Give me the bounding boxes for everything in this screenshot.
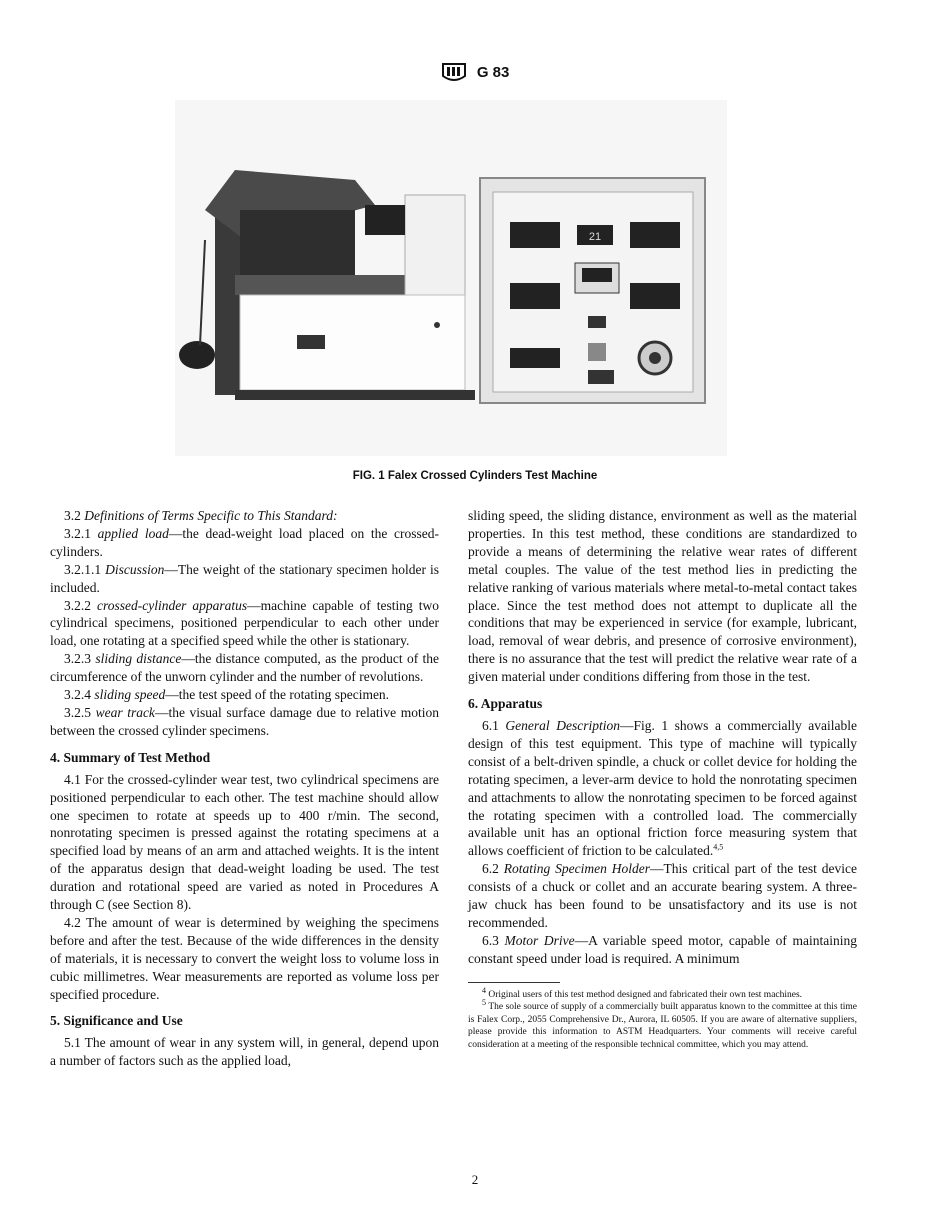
paragraph-3-2-3: 3.2.3 sliding distance—the distance computed, as the product of the circumference of the unworn cylinder and the number of revolutions. <box>50 651 439 685</box>
section-heading-6: 6. Apparatus <box>468 696 543 712</box>
figure-caption: FIG. 1 Falex Crossed Cylinders Test Machine <box>352 470 598 482</box>
paragraph-4-1: 4.1 For the crossed-cylinder wear test, two cylindrical specimens are positioned perpendicular to each other. The test machine should allow one specimen to rotate at speeds up to 400 r/min. The second, nonrotating specimen is pressed against the rotating specimens at a specified load by means of an arm and attached weights. It is the intent of the apparatus design that dead-weight loading be used. The test duration and rotational speed are varied as noted in Procedures A through C (see Section 8). <box>50 771 439 913</box>
paragraph-3-2-1-1: 3.2.1.1 Discussion—The weight of the stationary specimen holder is included. <box>50 561 440 595</box>
falex-machine-photo <box>175 100 727 456</box>
footnote-ref-4-5[interactable]: 4,5 <box>713 842 724 852</box>
footnote-5: $^5$ The sole source of supply of a commercially built apparatus known to the committee at this time is Falex Corp., 2055 Comprehensive Dr., Aurora, IL 60505. If you are aware of alternative suppliers, please provide this information to ASTM Headquarters. Your comments will receive careful consideration at a meeting of the responsible technical committee, which you may attend. <box>468 998 857 1050</box>
page-header <box>0 62 950 84</box>
paragraph-5-1-continued: sliding speed, the sliding distance, environment as well as the material properties. In this test method, these conditions are standardized to provide a means of determining the relative wear rates of different metal couples. The value of the test method lies in predicting the relative ranking of various materials where metal-to-metal contact takes place. Since the test method does not attempt to duplicate all the conditions that may be experienced in service (for example, lubricant, load, removal of wear debris, and presence of corrosive environment), there is no assurance that the test will predict the relative wear rate of a given material under conditions differing from those in the test. <box>468 508 857 685</box>
paragraph-6-1: 6.1 General Description—Fig. 1 shows a commercially available design of this test equipment. This type of machine will typically consist of a belt-driven spindle, a chuck or collet device for holding the rotating specimen, a lever-arm device to hold the nonrotating specimen and attachments to allow the nonrotating specimen to be forced against the rotating specimen with a controlled load. The commercially available unit has an optional friction force measuring system that allows coefficient of friction to be calculated.$^{4,5}$ <box>468 717 857 859</box>
section-heading-5: 5. Significance and Use <box>50 1013 183 1029</box>
paragraph-3-2-1: 3.2.1 applied load—the dead-weight load placed on the crossed-cylinders. <box>50 525 439 559</box>
footnote-4: $^4$ Original users of this test method designed and fabricated their own test machines. <box>482 985 803 1000</box>
footnote-divider <box>468 982 560 983</box>
section-heading-4: 4. Summary of Test Method <box>50 749 211 765</box>
paragraph-4-2: 4.2 The amount of wear is determined by weighing the specimens before and after the test. Because of the wide differences in the density of materials, it is necessary to convert the weight loss to volume loss in cubic millimetres. Wear measurements are reported as volume loss per specified procedure. <box>50 914 439 1002</box>
left-column <box>50 507 439 1070</box>
paragraph-5-1: 5.1 The amount of wear in any system will, in general, depend upon a number of factors such as the applied load, <box>50 1035 439 1069</box>
page-number: 2 <box>471 1172 479 1187</box>
paragraph-3-2: 3.2 Definitions of Terms Specific to This Standard: <box>64 508 338 523</box>
paragraph-6-2: 6.2 Rotating Specimen Holder—This critical part of the test device consists of a chuck or collet and an accurate bearing system. A three-jaw chuck has been found to be unsatisfactory and its use is not recommended. <box>468 861 857 930</box>
right-column <box>468 507 857 1051</box>
paragraph-3-2-2: 3.2.2 crossed-cylinder apparatus—machine capable of testing two cylindrical specimens, positioned perpendicular to each other under load, one rotating at a specified speed while the other is stationary. <box>50 597 439 649</box>
document-designation: G 83 <box>476 63 510 81</box>
paragraph-3-2-4: 3.2.4 sliding speed—the test speed of the rotating specimen. <box>64 687 390 703</box>
panel-display-readout: 21 <box>588 231 602 243</box>
paragraph-3-2-5: 3.2.5 wear track—the visual surface damage due to relative motion between the crossed cylinder specimens. <box>50 704 439 738</box>
astm-logo-icon <box>441 62 467 84</box>
paragraph-6-3: 6.3 Motor Drive—A variable speed motor, capable of maintaining constant speed under load is required. A minimum <box>468 932 857 966</box>
